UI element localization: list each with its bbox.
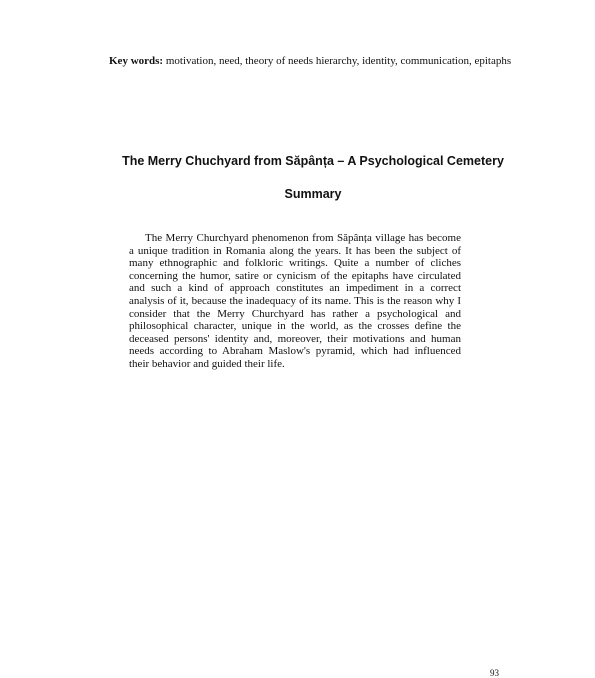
keywords-label: Key words:	[109, 55, 164, 67]
article-title: The Merry Chuchyard from Săpânța – A Psychological Cemetery	[122, 154, 504, 168]
summary-heading: Summary	[284, 187, 342, 201]
keywords-text: motivation, need, theory of needs hierarchy, identity, communication, epitaphs	[163, 55, 512, 67]
keywords-paragraph	[73, 54, 513, 69]
abstract-paragraph: The Merry Churchyard phenomenon from Săpânța village has become a unique tradition in Romania along the years. It has been the subject of many ethnographic and folkloric writings. Quite a number of cliches concerning the humor, satire or cynicism of the epitaphs have circulated and such a kind of approach constitutes an impediment in a correct analysis of it, because the inadequacy of its name. This is the reason why I consider that the Merry Churchyard has rather a psychological and philosophical character, unique in the world, as the crosses define the deceased persons' identity and, moreover, their motivations and human needs according to Abraham Maslow's pyramid, which had influenced their behavior and guided their life.	[129, 232, 461, 370]
page-number: 93	[490, 668, 499, 678]
